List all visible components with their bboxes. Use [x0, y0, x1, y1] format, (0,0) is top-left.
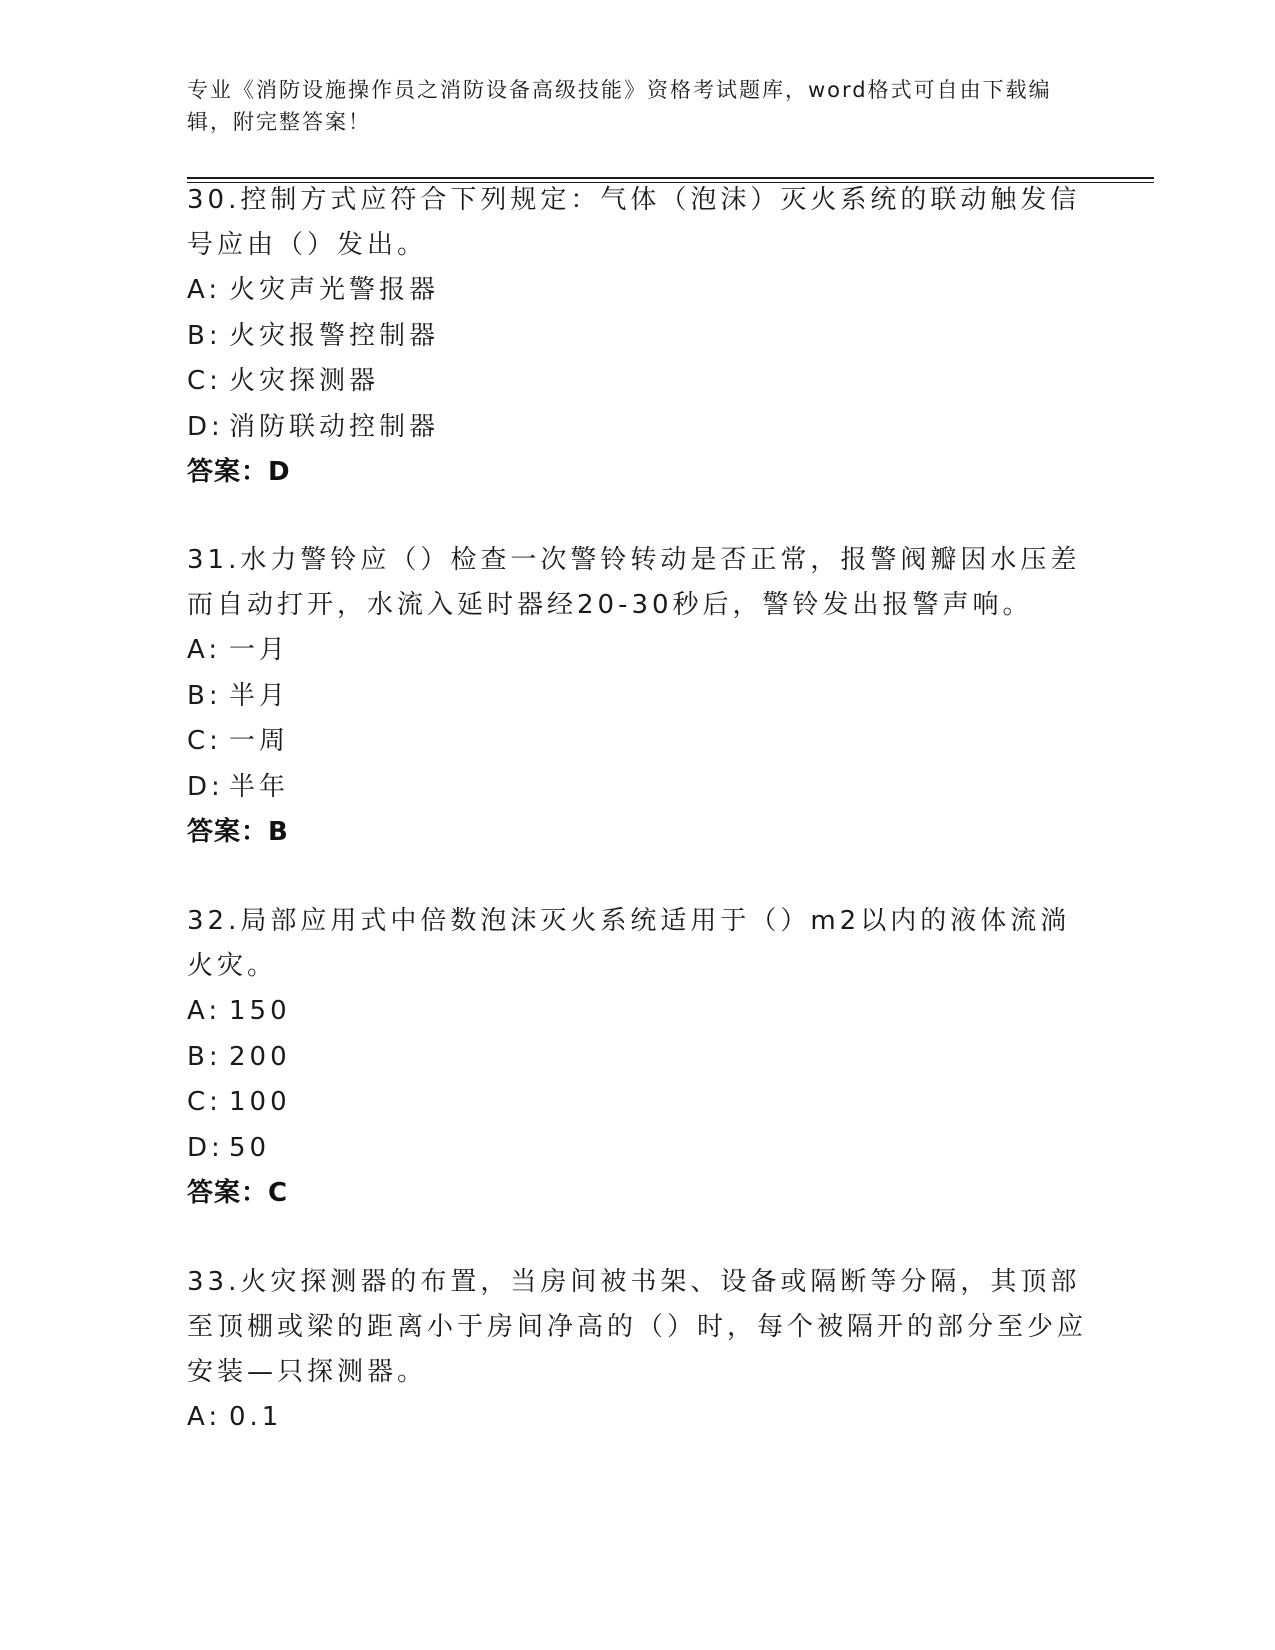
option-c [187, 719, 1087, 765]
option-d [187, 1126, 1087, 1172]
option-text: 一周 [229, 726, 290, 756]
option-text: 50 [229, 1132, 271, 1163]
option-d [187, 405, 1087, 451]
option-text: 100 [229, 1087, 291, 1117]
option-b [187, 674, 1087, 720]
option-letter: A: [187, 275, 222, 305]
answer: 答案：B [187, 817, 289, 847]
option-letter: D: [187, 411, 224, 442]
question-30 [187, 178, 1087, 495]
option-a [187, 1395, 1087, 1441]
question-31 [187, 538, 1087, 855]
option-text: 半年 [229, 771, 290, 802]
option-text: 半月 [229, 680, 290, 711]
option-letter: B: [187, 1041, 222, 1072]
question-33 [187, 1260, 1087, 1441]
answer: 答案：D [187, 457, 291, 487]
option-letter: B: [187, 320, 222, 351]
option-b [187, 1035, 1087, 1081]
option-letter: D: [187, 771, 224, 802]
question-stem: 30.控制方式应符合下列规定：气体（泡沫）灭火系统的联动触发信号应由（）发出。 [187, 185, 1081, 260]
option-text: 0.1 [229, 1402, 283, 1432]
option-letter: D: [187, 1132, 224, 1163]
option-letter: A: [187, 1402, 222, 1432]
option-text: 150 [229, 996, 291, 1026]
question-stem: 33.火灾探测器的布置，当房间被书架、设备或隔断等分隔，其顶部至顶棚或梁的距离小于房间净高的（）时，每个被隔开的部分至少应安装—只探测器。 [187, 1267, 1088, 1387]
option-letter: A: [187, 635, 222, 665]
option-a [187, 989, 1087, 1035]
option-c [187, 1080, 1087, 1126]
option-b [187, 314, 1087, 360]
option-text: 火灾探测器 [229, 366, 380, 396]
option-a [187, 268, 1087, 314]
option-text: 200 [229, 1041, 291, 1072]
option-c [187, 359, 1087, 405]
option-text: 消防联动控制器 [229, 411, 440, 442]
option-letter: A: [187, 996, 222, 1026]
document-header: 专业《消防设施操作员之消防设备高级技能》资格考试题库，word格式可自由下载编辑，附完整答案！ [187, 78, 1052, 134]
question-stem: 32.局部应用式中倍数泡沫灭火系统适用于（）m2以内的液体流淌火灾。 [187, 906, 1071, 981]
option-text: 火灾声光警报器 [229, 275, 440, 305]
question-32 [187, 899, 1087, 1216]
option-a [187, 628, 1087, 674]
option-letter: C: [187, 726, 222, 756]
answer: 答案：C [187, 1178, 289, 1208]
option-letter: C: [187, 366, 222, 396]
option-text: 火灾报警控制器 [229, 320, 440, 351]
question-stem: 31.水力警铃应（）检查一次警铃转动是否正常，报警阀瓣因水压差而自动打开，水流入延时器经20-30秒后，警铃发出报警声响。 [187, 545, 1081, 620]
option-letter: B: [187, 680, 222, 711]
option-text: 一月 [229, 635, 290, 665]
option-d [187, 765, 1087, 811]
option-letter: C: [187, 1087, 222, 1117]
